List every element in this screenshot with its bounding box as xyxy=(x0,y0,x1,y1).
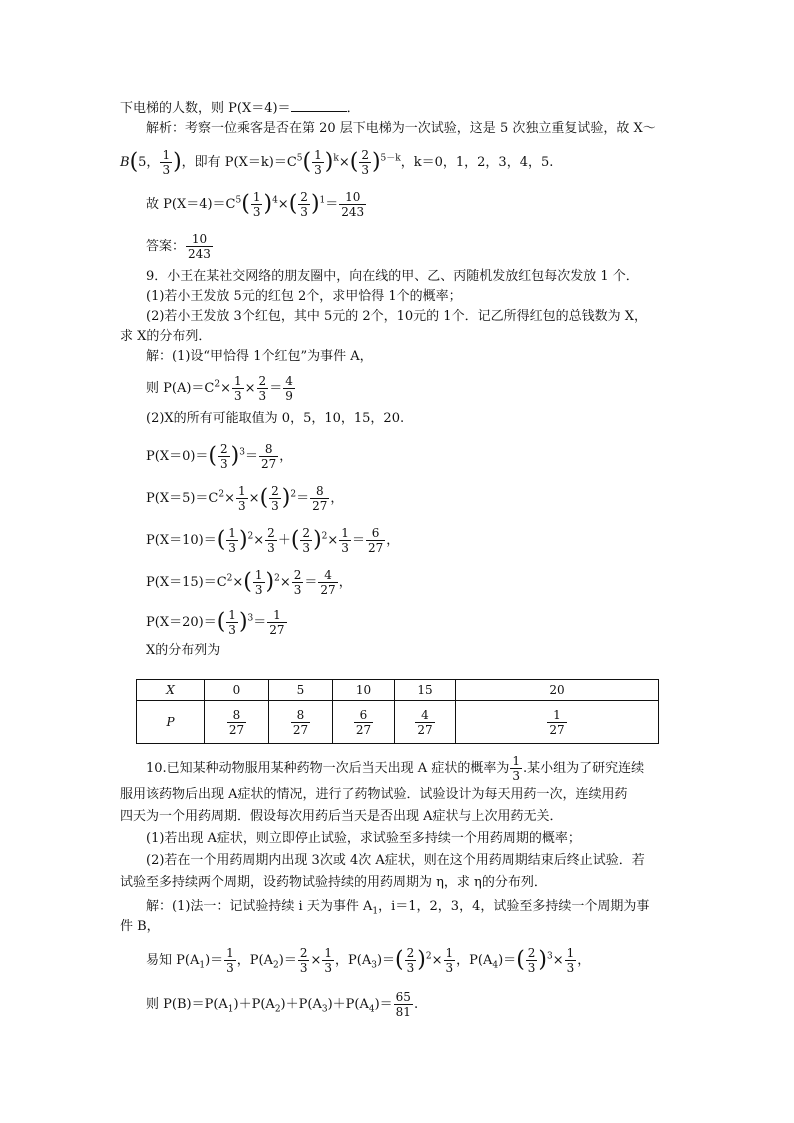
q9-solution-1: 解：(1)设“甲恰得 1个红包”为事件 A， xyxy=(146,349,373,364)
intro-line: 下电梯的人数，则 P(X＝4)＝ ． xyxy=(120,101,360,116)
q10-stem-1: 10.已知某种动物服用某种药物一次后当天出现 A 症状的概率为 $\frac{1}{3}$ .某小组为了研究连续 xyxy=(146,754,645,783)
table-cell: $\frac{8}{27}$ xyxy=(269,701,333,744)
fraction: $\frac{2}{3}$ xyxy=(361,148,369,177)
fraction: $\frac{1}{3}$ xyxy=(324,946,333,975)
q8-solution-line3: 故 $P(X=4)=C^5$( $\frac{1}{3}$ )$^4$×( $\frac{2}{3}$ )$^1$＝ $\frac{10}{243}$ xyxy=(146,190,365,219)
q10-part2: (2)若在一个用药周期内出现 3次或 4次 A症状，则在这个用药周期结束后终止试验．若 xyxy=(146,853,645,868)
q10-part2-cont: 试验至多持续两个周期，设药物试验持续的用药周期为 η，求 η的分布列． xyxy=(120,875,547,890)
table-cell: P xyxy=(137,701,205,744)
distribution-table xyxy=(136,679,659,744)
q9-part2-cont: 求 X的分布列． xyxy=(120,329,212,344)
answer-blank xyxy=(291,99,347,112)
fraction: $\frac{1}{3}$ xyxy=(314,148,322,177)
table-row xyxy=(137,680,659,701)
fraction: $\frac{2}{3}$ xyxy=(299,946,308,975)
fraction: $\frac{2}{3}$ xyxy=(220,442,228,471)
fraction: $\frac{10}{243}$ xyxy=(341,190,365,219)
fraction: $\frac{2}{3}$ xyxy=(406,946,415,975)
fraction: $\frac{6}{27}$ xyxy=(367,526,384,555)
fraction: $\frac{1}{3}$ xyxy=(445,946,454,975)
q8-solution-line1: 解析：考察一位乘客是否在第 20 层下电梯为一次试验，这是 5 次独立重复试验，故 X～ xyxy=(146,121,656,136)
q9-px10: P(X＝10)＝( $\frac{1}{3}$ )$^2$× $\frac{2}{3}$ ＋( $\frac{2}{3}$ )$^2$× $\frac{1}{3}$ ＝ $\frac{6}{27}$ ， xyxy=(146,526,400,555)
table-cell: $\frac{6}{27}$ xyxy=(333,701,395,744)
fraction: $\frac{2}{3}$ xyxy=(300,190,308,219)
q10-solution-1-cont: 件 B， xyxy=(120,919,160,934)
fraction: $\frac{4}{9}$ xyxy=(285,374,293,403)
fraction: $\frac{1}{3}$ xyxy=(226,946,234,975)
table-header-cell: 20 xyxy=(456,680,659,701)
fraction: $\frac{8}{27}$ xyxy=(312,484,328,513)
q10-stem-3: 四天为一个用药周期．假设每次用药后当天是否出现 A症状与上次用药无关． xyxy=(120,809,563,824)
q10-part1: (1)若出现 A症状，则立即停止试验，求试验至多持续一个用药周期的概率； xyxy=(146,831,581,846)
fraction: $\frac{1}{3}$ xyxy=(341,526,349,555)
table-header-cell: 0 xyxy=(205,680,269,701)
q10-solution-3: 则 $P(B)=P(A_1)+P(A_2)+P(A_3)+P(A_4)=$ $\frac{65}{81}$ . xyxy=(146,990,419,1019)
fraction: $\frac{1}{3}$ xyxy=(254,568,263,597)
fraction: $\frac{8}{27}$ xyxy=(261,442,277,471)
q9-px15: $P(X=15)=C^2\times$( $\frac{1}{3}$ )$^2$× $\frac{2}{3}$ ＝ $\frac{4}{27}$ ， xyxy=(146,568,352,597)
fraction: $\frac{1}{3}$ xyxy=(234,374,242,403)
fraction: $\frac{1}{27}$ xyxy=(269,608,285,637)
table-header-cell: 10 xyxy=(333,680,395,701)
fraction: $\frac{2}{3}$ xyxy=(258,374,267,403)
fraction: $\frac{1}{3}$ xyxy=(512,754,520,783)
q8-solution-line2: B(5， $\frac{1}{3}$ )，即有 $P(X=k)=C^5$( $\frac{1}{3}$ )$^k$×( $\frac{2}{3}$ )$^{5-k}$，k＝0，1，2，3，4，5. xyxy=(120,148,554,177)
q10-solution-2: 易知 $P(A_1)=$ $\frac{1}{3}$ ，$P(A_2)=$ $\frac{2}{3}$ × $\frac{1}{3}$ ，$P(A_3)=$( $\frac{2}{3}$ )$^2$× $\frac{1}{3}$ ，$P(A_4)=$( $\frac{2}{3}$ )$^3$× $\frac{1}{3}$ ， xyxy=(146,946,591,975)
q9-solution-2: (2)X的所有可能取值为 0，5，10，15，20. xyxy=(146,411,405,426)
table-row xyxy=(137,701,659,744)
fraction: $\frac{1}{3}$ xyxy=(238,484,246,513)
fraction: $\frac{1}{3}$ xyxy=(228,608,236,637)
table-cell: $\frac{8}{27}$ xyxy=(205,701,269,744)
q9-part2: (2)若小王发放 3个红包，其中 5元的 2个，10元的 1个．记乙所得红包的总钱数为 X， xyxy=(146,309,647,324)
table-header-cell: X xyxy=(137,680,205,701)
q9-px0: P(X＝0)＝( $\frac{2}{3}$ )$^3$＝ $\frac{8}{27}$ ， xyxy=(146,442,293,471)
q9-px5: $P(X=5)=C^2\times$ $\frac{1}{3}$ ×( $\frac{2}{3}$ )$^2$＝ $\frac{8}{27}$ ， xyxy=(146,484,344,513)
fraction: $\frac{2}{3}$ xyxy=(293,568,302,597)
q9-px20: P(X＝20)＝( $\frac{1}{3}$ )$^3$＝ $\frac{1}{27}$ xyxy=(146,608,285,637)
fraction: $\frac{10}{243}$ xyxy=(188,232,211,261)
fraction: $\frac{1}{3}$ xyxy=(162,148,171,177)
fraction: $\frac{1}{3}$ xyxy=(566,946,575,975)
table-header-cell: 5 xyxy=(269,680,333,701)
q10-stem-2: 服用该药物后出现 A症状的情况，进行了药物试验．试验设计为每天用药一次，连续用药 xyxy=(120,787,628,802)
table-header-cell: 15 xyxy=(395,680,456,701)
q9-pa: 则 $P(A)=C^2\times$ $\frac{1}{3}$ × $\frac{2}{3}$ ＝ $\frac{4}{9}$ xyxy=(146,374,293,403)
fraction: $\frac{2}{3}$ xyxy=(267,526,275,555)
q9-stem: 9．小王在某社交网络的朋友圈中，向在线的甲、乙、丙随机发放红包每次发放 1 个． xyxy=(146,269,639,284)
fraction: $\frac{2}{3}$ xyxy=(302,526,311,555)
fraction: $\frac{1}{3}$ xyxy=(252,190,261,219)
q9-part1: (1)若小王发放 5元的红包 2个，求甲恰得 1个的概率； xyxy=(146,289,462,304)
table-cell: $\frac{4}{27}$ xyxy=(395,701,456,744)
table-cell: $\frac{1}{27}$ xyxy=(456,701,659,744)
q10-solution-1: 解：(1)法一：记试验持续 i 天为事件 $A_1$，i＝1，2，3，4，试验至多持续一个周期为事 xyxy=(146,899,650,917)
q8-answer: 答案： $\frac{10}{243}$ xyxy=(146,232,211,261)
q9-dist-title: X的分布列为 xyxy=(146,643,221,658)
fraction: $\frac{65}{81}$ xyxy=(395,990,411,1019)
fraction: $\frac{1}{3}$ xyxy=(228,526,236,555)
fraction: $\frac{4}{27}$ xyxy=(320,568,336,597)
fraction: $\frac{2}{3}$ xyxy=(527,946,536,975)
fraction: $\frac{2}{3}$ xyxy=(271,484,279,513)
